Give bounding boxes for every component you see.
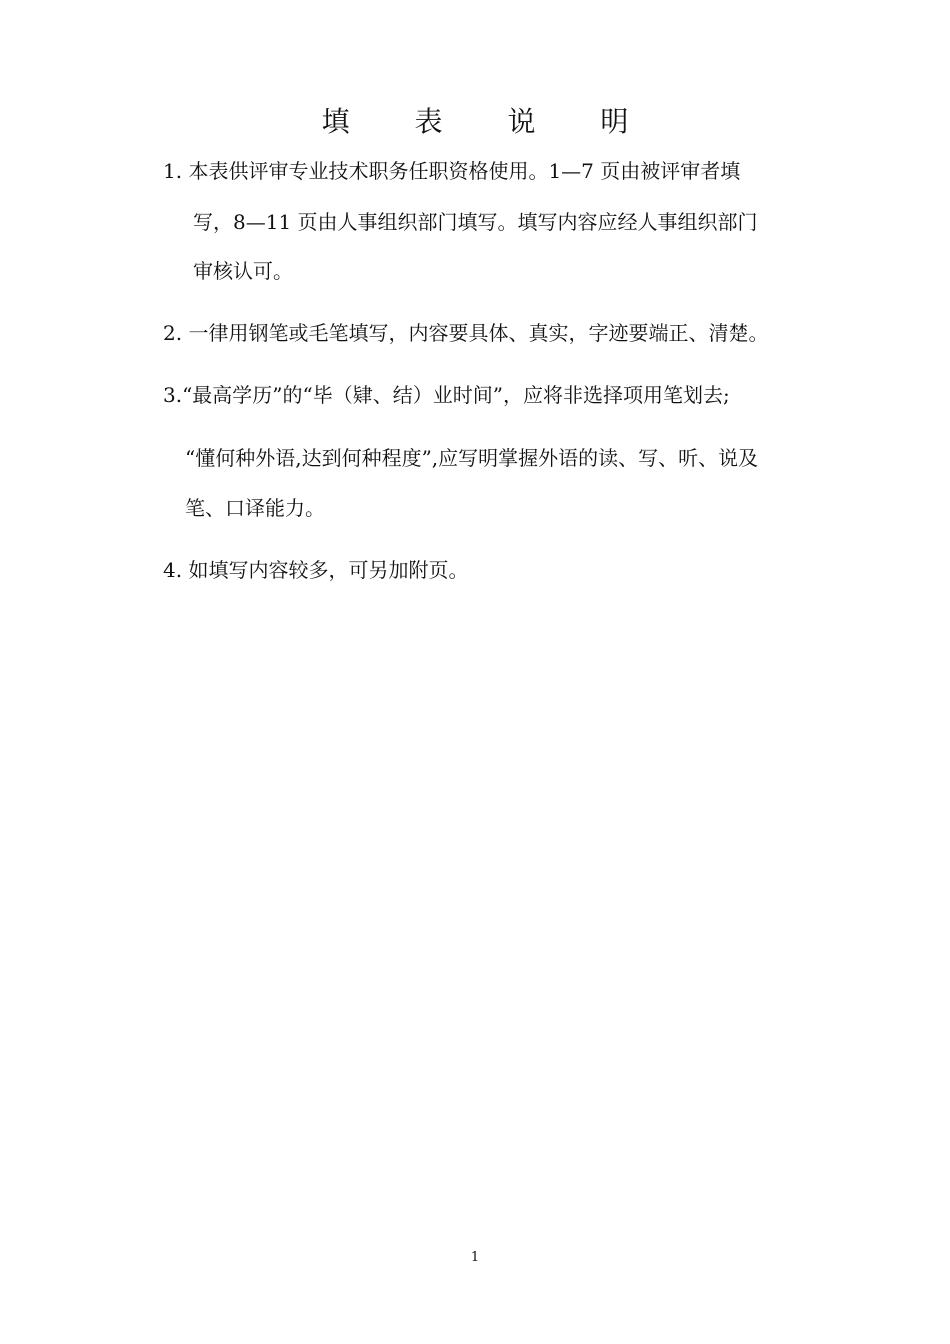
- item-3-line-2: “懂何种外语,达到何种程度”,应写明掌握外语的读、写、听、说及: [185, 446, 759, 470]
- item-1-line-3: 审核认可。: [193, 259, 293, 283]
- item-3-line-1: 3.“最高学历”的“毕（肄、结）业时间”，应将非选择项用笔划去;: [163, 383, 730, 407]
- item-4-line-1: 4. 如填写内容较多，可另加附页。: [163, 558, 469, 582]
- item-1-line-1: 1. 本表供评审专业技术职务任职资格使用。1—7 页由被评审者填: [163, 159, 741, 183]
- item-2-line-1: 2. 一律用钢笔或毛笔填写，内容要具体、真实，字迹要端正、清楚。: [163, 321, 769, 345]
- page-number: 1: [470, 1250, 480, 1265]
- page-title: 填 表 说 明: [321, 105, 657, 138]
- item-3-line-3: 笔、口译能力。: [185, 496, 325, 520]
- item-1-line-2: 写，8—11 页由人事组织部门填写。填写内容应经人事组织部门: [193, 210, 758, 234]
